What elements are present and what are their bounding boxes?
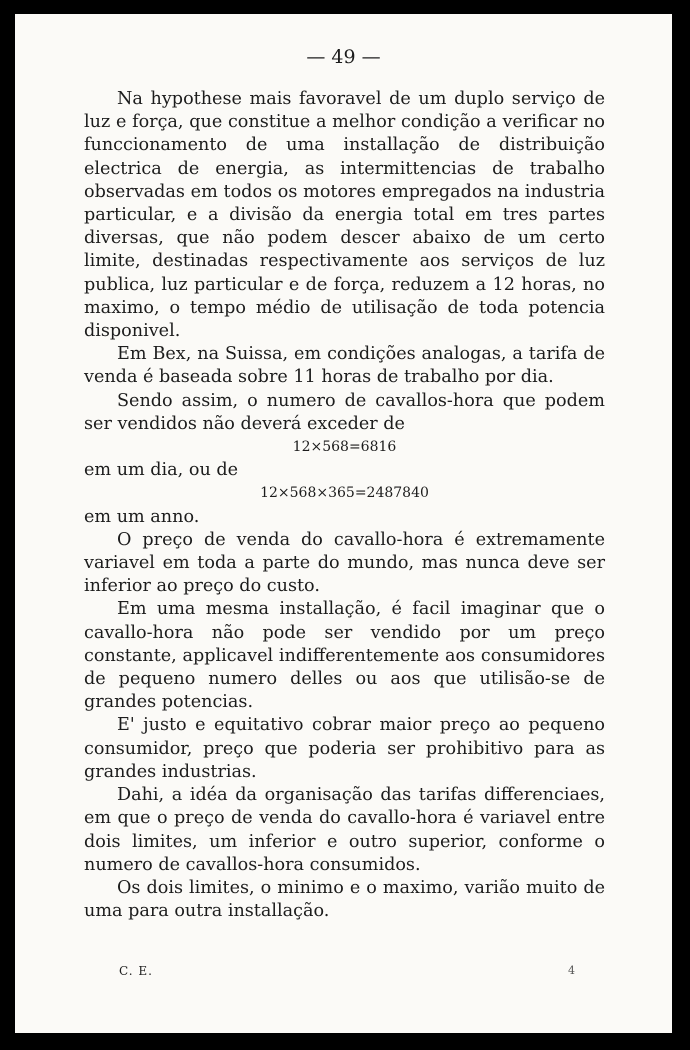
sheet-mark: 4 [568, 964, 575, 977]
paragraph: em um anno. [84, 506, 200, 527]
formula-daily: 12×568=6816 [292, 439, 397, 456]
document-page [15, 14, 672, 1033]
body-text [84, 88, 605, 923]
paragraph: O preço de venda do cavallo-hora é extremamente variavel em toda a parte do mundo, mas nunca deve ser inferior ao preço do custo. [84, 529, 605, 597]
paragraph: em um dia, ou de [84, 460, 239, 481]
paragraph: Os dois limites, o minimo e o maximo, varião muito de uma para outra installação. [84, 877, 605, 922]
page-number: — 49 — [306, 46, 381, 68]
paragraph: Sendo assim, o numero de cavallos-hora que podem ser vendidos não deverá exceder de [84, 390, 605, 434]
paragraph: Em Bex, na Suissa, em condições analogas, a tarifa de venda é baseada sobre 11 horas de trabalho por dia. [84, 344, 605, 388]
printer-signature: C. E. [119, 964, 153, 978]
paragraph: Em uma mesma installação, é facil imaginar que o cavallo-hora não pode ser vendido por um preço constante, applicavel indifferentemente aos consumidores de pequeno numero delles ou aos que utilisão-se de grandes potencias. [84, 599, 605, 713]
formula-yearly: 12×568×365=2487840 [260, 485, 429, 502]
paragraph: E' justo e equitativo cobrar maior preço ao pequeno consumidor, preço que poderia ser prohibitivo para as grandes industrias. [84, 715, 605, 782]
paragraph: Na hypothese mais favoravel de um duplo serviço de luz e força, que constitue a melhor condição a verificar no funccionamento de uma installação de distribuição electrica de energia, as intermittencias de trabalho observadas em todos os motores empregados na industria particular, e a divisão da energia total em tres partes diversas, que não podem descer abaixo de um certo limite, destinadas respectivamente aos serviços de luz publica, luz particular e de força, reduzem a 12 horas, no maximo, o tempo médio de utilisação de toda potencia disponivel. [84, 89, 605, 342]
paragraph: Dahi, a idéa da organisação das tarifas differenciaes, em que o preço de venda do cavallo-hora é variavel entre dois limites, um inferior e outro superior, conforme o numero de cavallos-hora consumidos. [84, 785, 605, 875]
